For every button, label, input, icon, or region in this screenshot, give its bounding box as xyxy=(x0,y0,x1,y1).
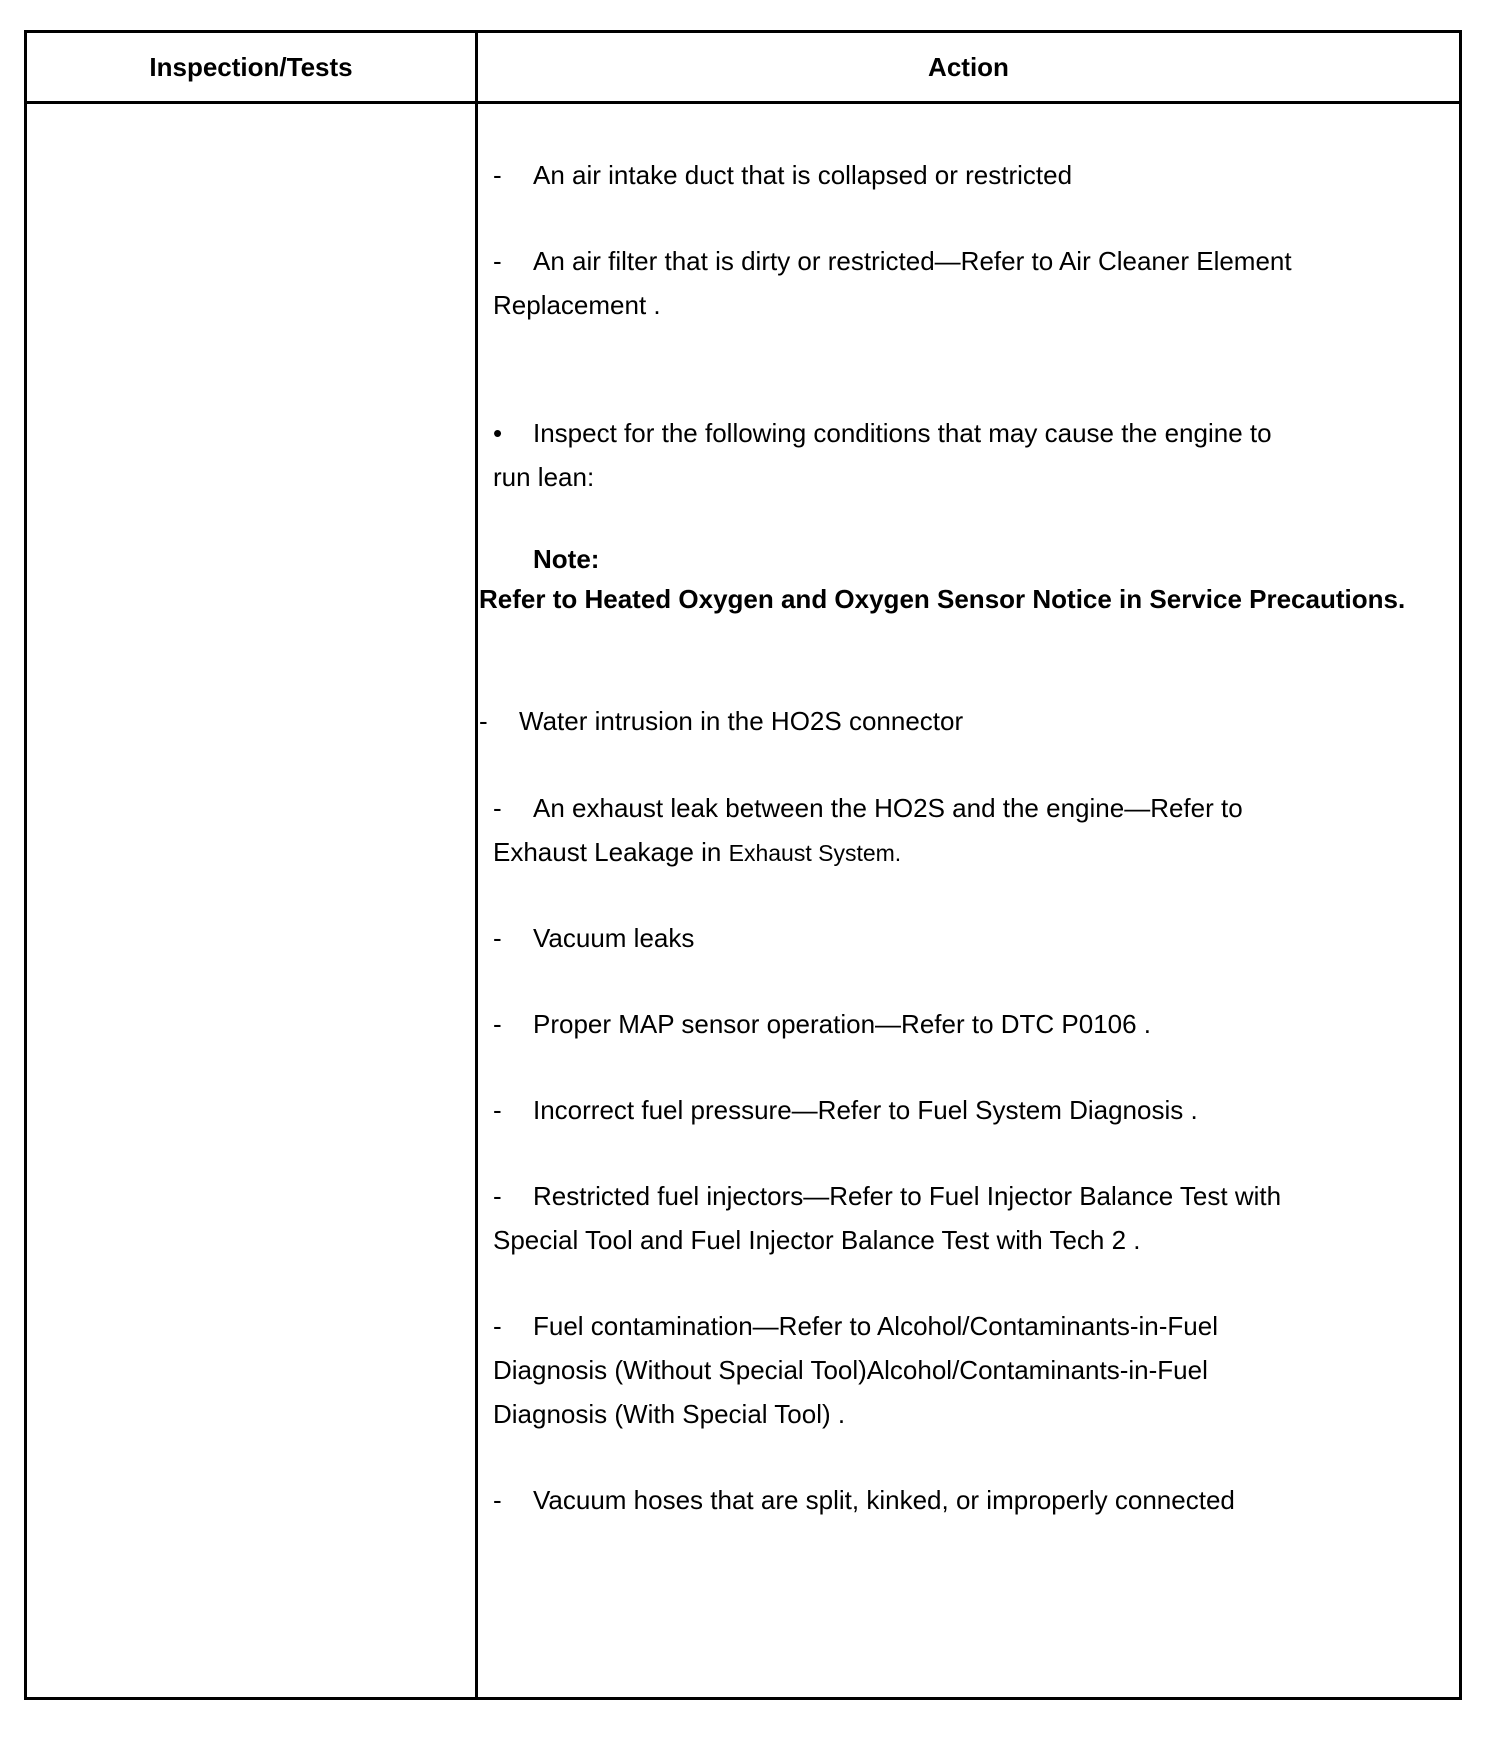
action-item-map-sensor: - Proper MAP sensor operation—Refer to DTC P0106 . xyxy=(493,1002,1151,1046)
action-item-contamination: - Fuel contamination—Refer to Alcohol/Contaminants-in-Fuel xyxy=(493,1304,1218,1348)
dash-marker: - xyxy=(493,923,502,953)
action-item-contamination-cont2: Diagnosis (With Special Tool) . xyxy=(493,1399,846,1429)
action-item-inspect-lean: • Inspect for the following conditions that may cause the engine to xyxy=(493,411,1272,455)
action-item-injectors: - Restricted fuel injectors—Refer to Fuel Injector Balance Test with xyxy=(493,1174,1281,1218)
dash-marker: - xyxy=(493,1311,502,1341)
action-item-exhaust-leak: - An exhaust leak between the HO2S and the engine—Refer to xyxy=(493,786,1243,830)
action-item-exhaust-leak-cont: Exhaust Leakage in Exhaust System. xyxy=(493,837,902,867)
dash-marker: - xyxy=(479,706,488,736)
action-item-vacuum-leaks: - Vacuum leaks xyxy=(493,916,694,960)
dash-marker: - xyxy=(493,1009,502,1039)
dash-marker: - xyxy=(493,246,502,276)
dash-marker: - xyxy=(493,160,502,190)
column-divider xyxy=(475,33,478,1697)
note-label: Note: xyxy=(533,544,600,574)
diagnostic-table xyxy=(24,30,1462,1700)
dash-marker: - xyxy=(493,1181,502,1211)
action-item-injectors-cont: Special Tool and Fuel Injector Balance Test with Tech 2 . xyxy=(493,1225,1141,1255)
action-item-fuel-pressure: - Incorrect fuel pressure—Refer to Fuel System Diagnosis . xyxy=(493,1088,1198,1132)
dash-marker: - xyxy=(493,793,502,823)
action-item-contamination-cont1: Diagnosis (Without Special Tool)Alcohol/Contaminants-in-Fuel xyxy=(493,1355,1208,1385)
dash-marker: - xyxy=(493,1095,502,1125)
header-action: Action xyxy=(928,51,1009,82)
action-item-water-intrusion: - Water intrusion in the HO2S connector xyxy=(479,699,963,743)
action-item-vacuum-hoses: - Vacuum hoses that are split, kinked, or improperly connected xyxy=(493,1478,1235,1522)
header-inspection-tests: Inspection/Tests xyxy=(149,51,353,82)
bullet-marker: • xyxy=(493,418,503,448)
action-item-air-filter-cont: Replacement . xyxy=(493,290,661,320)
action-item-air-duct: - An air intake duct that is collapsed or restricted xyxy=(493,153,1072,197)
note-text: Refer to Heated Oxygen and Oxygen Sensor Notice in Service Precautions. xyxy=(479,584,1406,614)
dash-marker: - xyxy=(493,1485,502,1515)
action-item-air-filter: - An air filter that is dirty or restricted—Refer to Air Cleaner Element xyxy=(493,239,1292,283)
header-divider xyxy=(27,101,1459,104)
action-item-inspect-lean-cont: run lean: xyxy=(493,462,595,492)
